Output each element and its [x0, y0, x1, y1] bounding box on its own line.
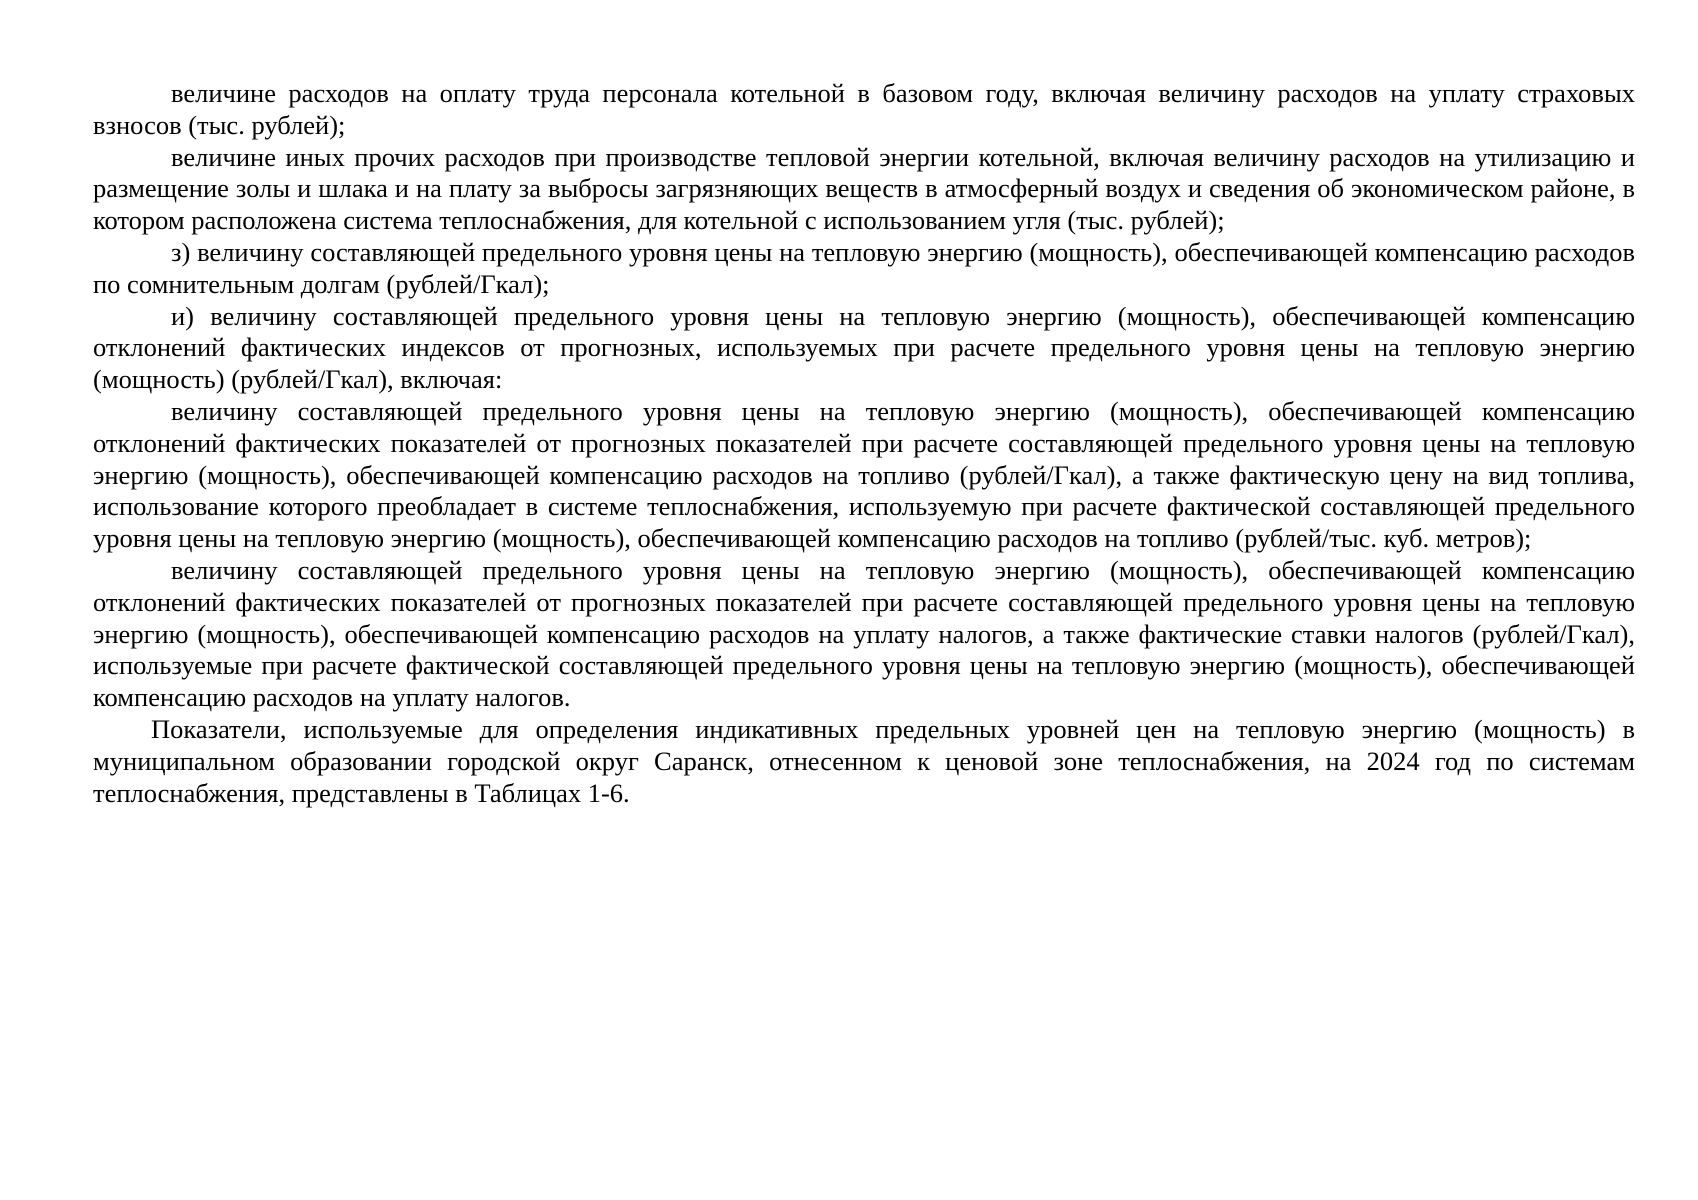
document-page [93, 78, 1635, 809]
paragraph-item-i: и) величину составляющей предельного уровня цены на тепловую энергию (мощность), обеспечивающей компенсацию отклонений фактических индексов от прогнозных, используемых при расчете предельного уровня цены на тепловую энергию (мощность) (рублей/Гкал), включая: [93, 300, 1635, 395]
paragraph-other-costs: величине иных прочих расходов при производстве тепловой энергии котельной, включая величину расходов на утилизацию и размещение золы и шлака и на плату за выбросы загрязняющих веществ в атмосферный воздух и сведения об экономическом районе, в котором расположена система теплоснабжения, для котельной с использованием угля (тыс. рублей); [93, 141, 1635, 236]
paragraph-tax-compensation: величину составляющей предельного уровня цены на тепловую энергию (мощность), обеспечивающей компенсацию отклонений фактических показателей от прогнозных показателей при расчете составляющей предельного уровня цены на тепловую энергию (мощность), обеспечивающей компенсацию расходов на уплату налогов, а также фактические ставки налогов (рублей/Гкал), используемые при расчете фактической составляющей предельного уровня цены на тепловую энергию (мощность), обеспечивающей компенсацию расходов на уплату налогов. [93, 554, 1635, 713]
paragraph-fuel-compensation: величину составляющей предельного уровня цены на тепловую энергию (мощность), обеспечивающей компенсацию отклонений фактических показателей от прогнозных показателей при расчете составляющей предельного уровня цены на тепловую энергию (мощность), обеспечивающей компенсацию расходов на топливо (рублей/Гкал), а также фактическую цену на вид топлива, использование которого преобладает в системе теплоснабжения, используемую при расчете фактической составляющей предельного уровня цены на тепловую энергию (мощность), обеспечивающей компенсацию расходов на топливо (рублей/тыс. куб. метров); [93, 395, 1635, 554]
paragraph-item-z: з) величину составляющей предельного уровня цены на тепловую энергию (мощность), обеспечивающей компенсацию расходов по сомнительным долгам (рублей/Гкал); [93, 236, 1635, 299]
paragraph-labor-costs: величине расходов на оплату труда персонала котельной в базовом году, включая величину расходов на уплату страховых взносов (тыс. рублей); [93, 78, 1635, 140]
paragraph-indicators-summary: Показатели, используемые для определения индикативных предельных уровней цен на тепловую энергию (мощность) в муниципальном образовании городской округ Саранск, отнесенном к ценовой зоне теплоснабжения, на 2024 год по системам теплоснабжения, представлены в Таблицах 1-6. [93, 713, 1635, 808]
